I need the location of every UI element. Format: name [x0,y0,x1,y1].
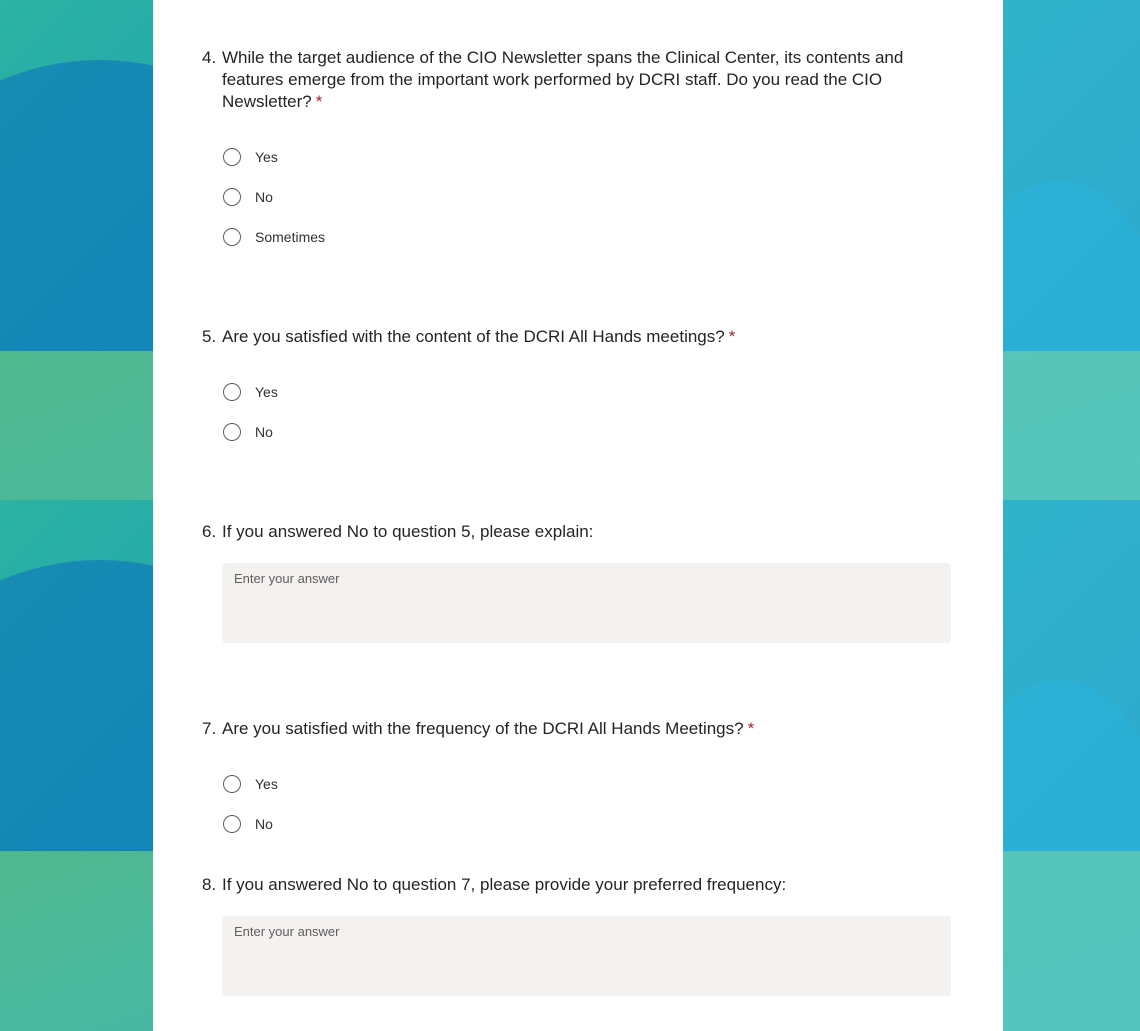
option-no[interactable] [223,804,912,844]
option-no[interactable] [223,412,912,452]
question-text: Are you satisfied with the frequency of the DCRI All Hands Meetings? * [222,719,755,738]
question-title [202,874,912,896]
required-marker: * [315,92,323,111]
question-text: Are you satisfied with the content of the DCRI All Hands meetings? * [222,327,736,346]
option-sometimes[interactable] [223,217,912,257]
question-title [202,47,912,113]
answer-input[interactable] [222,916,951,996]
question-number: 8. [202,875,217,894]
option-yes[interactable] [223,137,912,177]
option-label: No [255,816,273,832]
radio-button[interactable] [223,228,241,246]
option-label: Sometimes [255,229,326,245]
radio-button[interactable] [223,383,241,401]
answer-input[interactable] [222,563,951,643]
question-number: 5. [202,327,217,346]
question-text: While the target audience of the CIO Newsletter spans the Clinical Center, its contents and features emerge from the important work performed by DCRI staff. Do you read the CIO Newsletter? * [222,48,904,111]
options-group [223,372,912,452]
question-number: 6. [202,522,217,541]
question-5 [202,326,912,452]
option-label: Yes [255,149,278,165]
question-6 [202,521,912,648]
question-title [202,521,912,543]
question-number: 7. [202,719,217,738]
form-card [153,0,1003,1031]
option-label: Yes [255,384,278,400]
radio-button[interactable] [223,815,241,833]
question-4 [202,47,912,257]
option-no[interactable] [223,177,912,217]
question-number: 4. [202,48,217,67]
question-text: If you answered No to question 7, please provide your preferred frequency: [222,875,787,894]
option-yes[interactable] [223,764,912,804]
question-text: If you answered No to question 5, please explain: [222,522,594,541]
option-label: No [255,424,273,440]
radio-button[interactable] [223,188,241,206]
required-marker: * [728,327,736,346]
option-yes[interactable] [223,372,912,412]
question-title [202,326,912,348]
radio-button[interactable] [223,423,241,441]
option-label: Yes [255,776,278,792]
options-group [223,137,912,257]
radio-button[interactable] [223,775,241,793]
question-7 [202,718,912,844]
question-8 [202,874,912,1001]
option-label: No [255,189,273,205]
options-group [223,764,912,844]
question-title [202,718,912,740]
required-marker: * [747,719,755,738]
radio-button[interactable] [223,148,241,166]
